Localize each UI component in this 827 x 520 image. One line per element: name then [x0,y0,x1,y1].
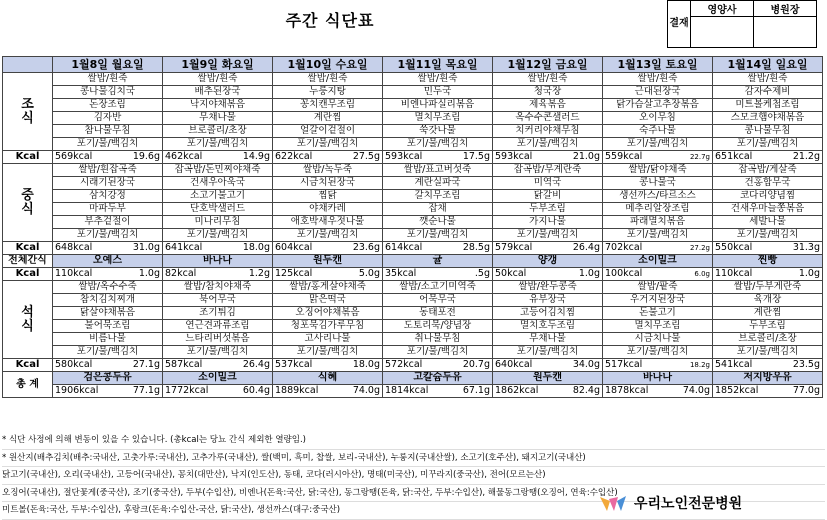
day-header: 1월9일 화요일 [163,57,273,73]
menu-item: 쌀밥/흰죽 [273,73,383,86]
drink-item: 원두캔 [493,372,603,385]
kcal-cell [53,268,163,281]
kcal-value: 579kcal [495,242,533,253]
kcal-cell [273,359,383,372]
menu-item: 마파두부 [53,203,163,216]
menu-item: 포기/물/백김치 [163,138,273,151]
menu-item: 쌀밥/참치야채죽 [163,281,273,294]
menu-item: 콩나물국 [603,177,713,190]
menu-item: 포기/물/백김치 [273,138,383,151]
menu-item: 잡채 [383,203,493,216]
menu-item: 닭가슴살고추장볶음 [603,99,713,112]
page-title: 주간 식단표 [285,11,375,30]
menu-item: 야채카레 [273,203,383,216]
day-header: 1월11일 목요일 [383,57,493,73]
menu-item: 메추리알장조림 [603,203,713,216]
kcal-value: 593kcal [385,151,423,162]
kcal-label: Kcal [3,242,53,255]
kcal-value: 593kcal [495,151,533,162]
drink-item: 소이밀크 [163,372,273,385]
protein-value: 18.2g [689,361,710,369]
day-header: 1월8일 월요일 [53,57,163,73]
protein-value: 27.1g [132,359,160,370]
drink-item: 식혜 [273,372,383,385]
kcal-cell [493,242,603,255]
snack-item: 찐빵 [713,255,823,268]
snack-item: 귤 [383,255,493,268]
kcal-value: 1906kcal [55,385,99,396]
note-line: 닭고기(국내산), 오리(국내산), 고등어(국내산), 꽁치(대만산), 낙지(인도산), 동태, 코다(러시아산), 명태(미국산), 미꾸라지(중국산), 전어(모르는산) [2,467,825,485]
menu-item: 꽁치캔무조림 [273,99,383,112]
menu-item: 제육볶음 [493,99,603,112]
menu-item: 포기/물/백김치 [603,229,713,242]
note-line: 오징어(국내산), 절단꽃게(중국산), 조기(중국산), 두부(수입산), 비엔나(돈육:국산, 닭:국산), 동그랑땡(돈육, 닭:국산, 두부:수입산), 해물동그랑땡(오징어, 연육:수입산) [2,485,825,503]
menu-item: 파래멸치볶음 [603,216,713,229]
drink-item: 바나나 [603,372,713,385]
menu-item: 포기/물/백김치 [163,346,273,359]
menu-item: 깻순나물 [383,216,493,229]
kcal-cell [713,268,823,281]
kcal-value: 651kcal [715,151,753,162]
protein-value: 1.0g [138,268,160,279]
total-kcal-cell [383,385,493,398]
total-kcal-cell [273,385,383,398]
kcal-cell [273,268,383,281]
protein-value: 67.1g [462,385,490,396]
menu-item: 단호박샐러드 [163,203,273,216]
protein-value: 17.5g [462,151,490,162]
menu-item: 계란실파국 [383,177,493,190]
menu-item: 건홍합무국 [713,177,823,190]
approval-col-dietitian: 영양사 [691,1,754,17]
protein-value: 60.4g [242,385,270,396]
kcal-value: 1852kcal [715,385,759,396]
menu-item: 건새우마늘쫑볶음 [713,203,823,216]
menu-item: 포기/물/백김치 [273,229,383,242]
protein-value: 20.7g [462,359,490,370]
menu-item: 쌀밥/닭야채죽 [603,164,713,177]
kcal-value: 1814kcal [385,385,429,396]
protein-value: 27.5g [352,151,380,162]
menu-item: 쌀밥/팥죽 [603,281,713,294]
menu-item: 시금치된장국 [273,177,383,190]
kcal-cell [603,242,713,255]
menu-item: 느타리버섯볶음 [163,333,273,346]
menu-item: 쌀밥/흰죽 [713,73,823,86]
menu-item: 계란찜 [713,307,823,320]
menu-item: 감자수제비 [713,86,823,99]
protein-value: 19.6g [132,151,160,162]
total-kcal-cell [603,385,713,398]
protein-value: 77.0g [792,385,820,396]
snack-item: 소이밀크 [603,255,713,268]
menu-item: 시래기된장국 [53,177,163,190]
lunch-kcal-row [3,242,823,255]
kcal-cell [273,151,383,164]
total-label: 총 계 [3,372,53,398]
menu-item: 가지나물 [493,216,603,229]
protein-value: 21.0g [572,151,600,162]
menu-item: 어묵무국 [383,294,493,307]
menu-item: 포기/물/백김치 [493,138,603,151]
menu-item: 코다리양념찜 [713,190,823,203]
kcal-cell [273,242,383,255]
menu-item: 옥수수콘샐러드 [493,112,603,125]
menu-item: 청포묵김가루무침 [273,320,383,333]
menu-item: 부추겉절이 [53,216,163,229]
menu-item: 배추된장국 [163,86,273,99]
menu-item: 포기/물/백김치 [493,229,603,242]
kcal-value: 35kcal [385,268,417,279]
note-line: * 원산지(배추김치(배추:국내산, 고춧가루:국내산), 고추가루(국내산), 쌀(백미, 흑미, 찹쌀, 보리-국내산), 누룽지(국내산쌀), 소고기(호주산), 돼지고기(국내산) [2,450,825,468]
protein-value: 74.0g [682,385,710,396]
menu-item: 오이무침 [603,112,713,125]
menu-item: 포기/물/백김치 [383,229,493,242]
kcal-cell [383,359,493,372]
protein-value: 18.0g [242,242,270,253]
note-line: * 식단 사정에 의해 변동이 있을 수 있습니다. (총kcal는 당뇨 간식 제외한 열량임.) [2,432,825,450]
kcal-cell [163,268,273,281]
note-line: 미트볼(돈육:국산, 두부:수입산), 후랑크(돈육:수입산-국산, 닭:국산), 생선까스(대구:중국산) [2,502,825,520]
total-kcal-cell [53,385,163,398]
menu-item: 갈치무조림 [383,190,493,203]
protein-value: 77.1g [132,385,160,396]
protein-value: 5.0g [358,268,380,279]
kcal-value: 640kcal [495,359,533,370]
protein-value: 26.4g [572,242,600,253]
protein-value: 18.0g [352,359,380,370]
menu-item: 닭갈비 [493,190,603,203]
total-kcal-cell [713,385,823,398]
menu-item: 돈장조림 [53,99,163,112]
menu-item: 쌀밥/흰죽 [493,73,603,86]
menu-item: 낙지야채볶음 [163,99,273,112]
meal-label-dinner: 석식 [3,281,53,359]
menu-item: 참나물무침 [53,125,163,138]
menu-item: 포기/물/백김치 [273,346,383,359]
menu-item: 멸치무조림 [603,320,713,333]
menu-item: 멸치무조림 [383,112,493,125]
kcal-cell [383,268,493,281]
kcal-cell [603,151,713,164]
protein-value: 23.6g [352,242,380,253]
menu-item: 포기/물/백김치 [53,138,163,151]
menu-item: 동태포전 [383,307,493,320]
day-header: 1월12일 금요일 [493,57,603,73]
protein-value: 21.2g [792,151,820,162]
kcal-value: 641kcal [165,242,203,253]
protein-value: 74.0g [352,385,380,396]
protein-value: 14.9g [242,151,270,162]
protein-value: 1.2g [248,268,270,279]
menu-item: 건새우아욱국 [163,177,273,190]
dinner-kcal-row [3,359,823,372]
kcal-cell [163,242,273,255]
menu-item: 잡곡밥/게살죽 [713,164,823,177]
menu-item: 포기/물/백김치 [603,346,713,359]
menu-item: 육개장 [713,294,823,307]
hospital-name: 우리노인전문병원 [634,496,743,512]
snack-item: 원두캔 [273,255,383,268]
menu-item: 포기/물/백김치 [163,229,273,242]
kcal-cell [603,359,713,372]
snack-item: 오예스 [53,255,163,268]
menu-item: 도토리묵/양념장 [383,320,493,333]
protein-value: .5g [474,268,490,279]
kcal-cell [713,242,823,255]
menu-item: 미나리무침 [163,216,273,229]
hospital-logo [598,493,742,513]
kcal-value: 50kcal [495,268,527,279]
menu-item: 쌀밥/흰잡곡죽 [53,164,163,177]
menu-item: 취나물무침 [383,333,493,346]
menu-item: 쌀밥/흰죽 [383,73,493,86]
approval-label: 결재 [668,1,691,48]
drink-item: 저지방우유 [713,372,823,385]
kcal-value: 100kcal [605,268,643,279]
menu-item: 포기/물/백김치 [713,138,823,151]
menu-item: 불어묵조림 [53,320,163,333]
menu-item: 잡곡밥/무계란죽 [493,164,603,177]
kcal-value: 110kcal [715,268,753,279]
snack-kcal-row [3,268,823,281]
kcal-cell [713,151,823,164]
menu-item: 쑥갓나물 [383,125,493,138]
menu-item: 치커리야채무침 [493,125,603,138]
menu-item: 청국장 [493,86,603,99]
menu-item: 두부조림 [493,203,603,216]
kcal-value: 1889kcal [275,385,319,396]
menu-item: 애호박새우젓나물 [273,216,383,229]
menu-item: 두부조림 [713,320,823,333]
menu-item: 잡곡밥/돈민찌야채죽 [163,164,273,177]
snack-label: 전체간식 [3,255,53,268]
menu-item: 포기/물/백김치 [713,229,823,242]
kcal-value: 604kcal [275,242,313,253]
menu-item: 삼치강정 [53,190,163,203]
kcal-cell [493,268,603,281]
menu-item: 연근견과류조림 [163,320,273,333]
menu-item: 숙주나물 [603,125,713,138]
menu-item: 세발나물 [713,216,823,229]
menu-item: 콩나물무침 [713,125,823,138]
kcal-cell [163,151,273,164]
kcal-value: 648kcal [55,242,93,253]
menu-item: 스모크햄야채볶음 [713,112,823,125]
approval-sign-director [754,17,817,48]
day-header: 1월10일 수요일 [273,57,383,73]
meal-label-breakfast: 조식 [3,73,53,151]
protein-value: 23.5g [792,359,820,370]
menu-item: 유부장국 [493,294,603,307]
menu-item: 쌀밥/흰죽 [163,73,273,86]
protein-value: 28.5g [462,242,490,253]
menu-item: 쌀밥/녹두죽 [273,164,383,177]
kcal-value: 1772kcal [165,385,209,396]
kcal-cell [163,359,273,372]
menu-item: 쌀밥/흰죽 [603,73,713,86]
snack-item: 바나나 [163,255,273,268]
menu-item: 쌀밥/흰죽 [53,73,163,86]
hospital-logo-icon [598,493,628,513]
menu-item: 콩나물김치국 [53,86,163,99]
snack-item: 양갱 [493,255,603,268]
menu-item: 포기/물/백김치 [383,346,493,359]
menu-item: 조기튀김 [163,307,273,320]
menu-item: 브로콜리/초장 [163,125,273,138]
menu-item: 맑은떡국 [273,294,383,307]
kcal-cell [713,359,823,372]
menu-item: 미트볼케첩조림 [713,99,823,112]
menu-item: 오징어야채볶음 [273,307,383,320]
protein-value: 6.0g [694,270,710,278]
drink-item: 고칼슘두유 [383,372,493,385]
menu-item: 닭살야채볶음 [53,307,163,320]
protein-value: 31.0g [132,242,160,253]
kcal-value: 82kcal [165,268,197,279]
menu-item: 포기/물/백김치 [53,229,163,242]
menu-item: 얼갈이겉절이 [273,125,383,138]
kcal-value: 125kcal [275,268,313,279]
kcal-value: 587kcal [165,359,203,370]
kcal-cell [383,242,493,255]
menu-item: 생선까스/타르소스 [603,190,713,203]
kcal-value: 517kcal [605,359,643,370]
menu-item: 비엔나파실리볶음 [383,99,493,112]
approval-box [667,0,817,48]
kcal-label: Kcal [3,151,53,164]
meal-label-lunch: 중식 [3,164,53,242]
menu-item: 브로콜리/초장 [713,333,823,346]
menu-item: 쌀밥/옥수수죽 [53,281,163,294]
protein-value: 82.4g [572,385,600,396]
kcal-cell [53,151,163,164]
kcal-value: 110kcal [55,268,93,279]
menu-item: 미역국 [493,177,603,190]
kcal-value: 541kcal [715,359,753,370]
kcal-cell [493,359,603,372]
menu-item: 고등어김치찜 [493,307,603,320]
breakfast-kcal-row [3,151,823,164]
kcal-cell [53,242,163,255]
protein-value: 27.2g [689,244,710,252]
kcal-label: Kcal [3,268,53,281]
weekly-menu-table [2,56,823,398]
menu-item: 무채나물 [493,333,603,346]
kcal-value: 462kcal [165,151,203,162]
approval-sign-dietitian [691,17,754,48]
day-header: 1월14일 일요일 [713,57,823,73]
kcal-cell [493,151,603,164]
kcal-cell [53,359,163,372]
menu-item: 쌀밥/두부게란죽 [713,281,823,294]
protein-value: 31.3g [792,242,820,253]
kcal-value: 622kcal [275,151,313,162]
kcal-value: 550kcal [715,242,753,253]
protein-value: 1.0g [578,268,600,279]
protein-value: 26.4g [242,359,270,370]
menu-item: 쌀밥/소고기미역죽 [383,281,493,294]
kcal-value: 580kcal [55,359,93,370]
menu-item: 민두국 [383,86,493,99]
kcal-value: 614kcal [385,242,423,253]
kcal-value: 559kcal [605,151,643,162]
menu-item: 포기/물/백김치 [603,138,713,151]
protein-value: 22.7g [689,153,710,161]
day-header: 1월13일 토요일 [603,57,713,73]
menu-item: 쌀밥/홍게살야채죽 [273,281,383,294]
menu-item: 돈불고기 [603,307,713,320]
menu-item: 쌀밥/완두콩죽 [493,281,603,294]
menu-item: 누룽지탕 [273,86,383,99]
menu-item: 쌀밥/표고버섯죽 [383,164,493,177]
total-kcal-cell [493,385,603,398]
menu-item: 고사리나물 [273,333,383,346]
kcal-value: 569kcal [55,151,93,162]
total-kcal-cell [163,385,273,398]
drink-item: 검은콩두유 [53,372,163,385]
menu-item: 포기/물/백김치 [713,346,823,359]
kcal-cell [383,151,493,164]
corner-cell [3,57,53,73]
kcal-value: 537kcal [275,359,313,370]
menu-item: 무채나물 [163,112,273,125]
menu-item: 시금치나물 [603,333,713,346]
menu-item: 포기/물/백김치 [53,346,163,359]
kcal-value: 1862kcal [495,385,539,396]
menu-item: 계란찜 [273,112,383,125]
menu-item: 김자반 [53,112,163,125]
menu-item: 우거지된장국 [603,294,713,307]
menu-item: 소고기불고기 [163,190,273,203]
menu-item: 근대된장국 [603,86,713,99]
menu-item: 비름나물 [53,333,163,346]
kcal-value: 572kcal [385,359,423,370]
menu-item: 멸치호두조림 [493,320,603,333]
kcal-value: 1878kcal [605,385,649,396]
protein-value: 34.0g [572,359,600,370]
kcal-label: Kcal [3,359,53,372]
kcal-cell [603,268,713,281]
menu-item: 북어무국 [163,294,273,307]
kcal-value: 702kcal [605,242,643,253]
menu-item: 참치김치찌개 [53,294,163,307]
menu-item: 찜닭 [273,190,383,203]
approval-col-director: 병원장 [754,1,817,17]
protein-value: 1.0g [798,268,820,279]
menu-item: 포기/물/백김치 [493,346,603,359]
menu-item: 포기/물/백김치 [383,138,493,151]
